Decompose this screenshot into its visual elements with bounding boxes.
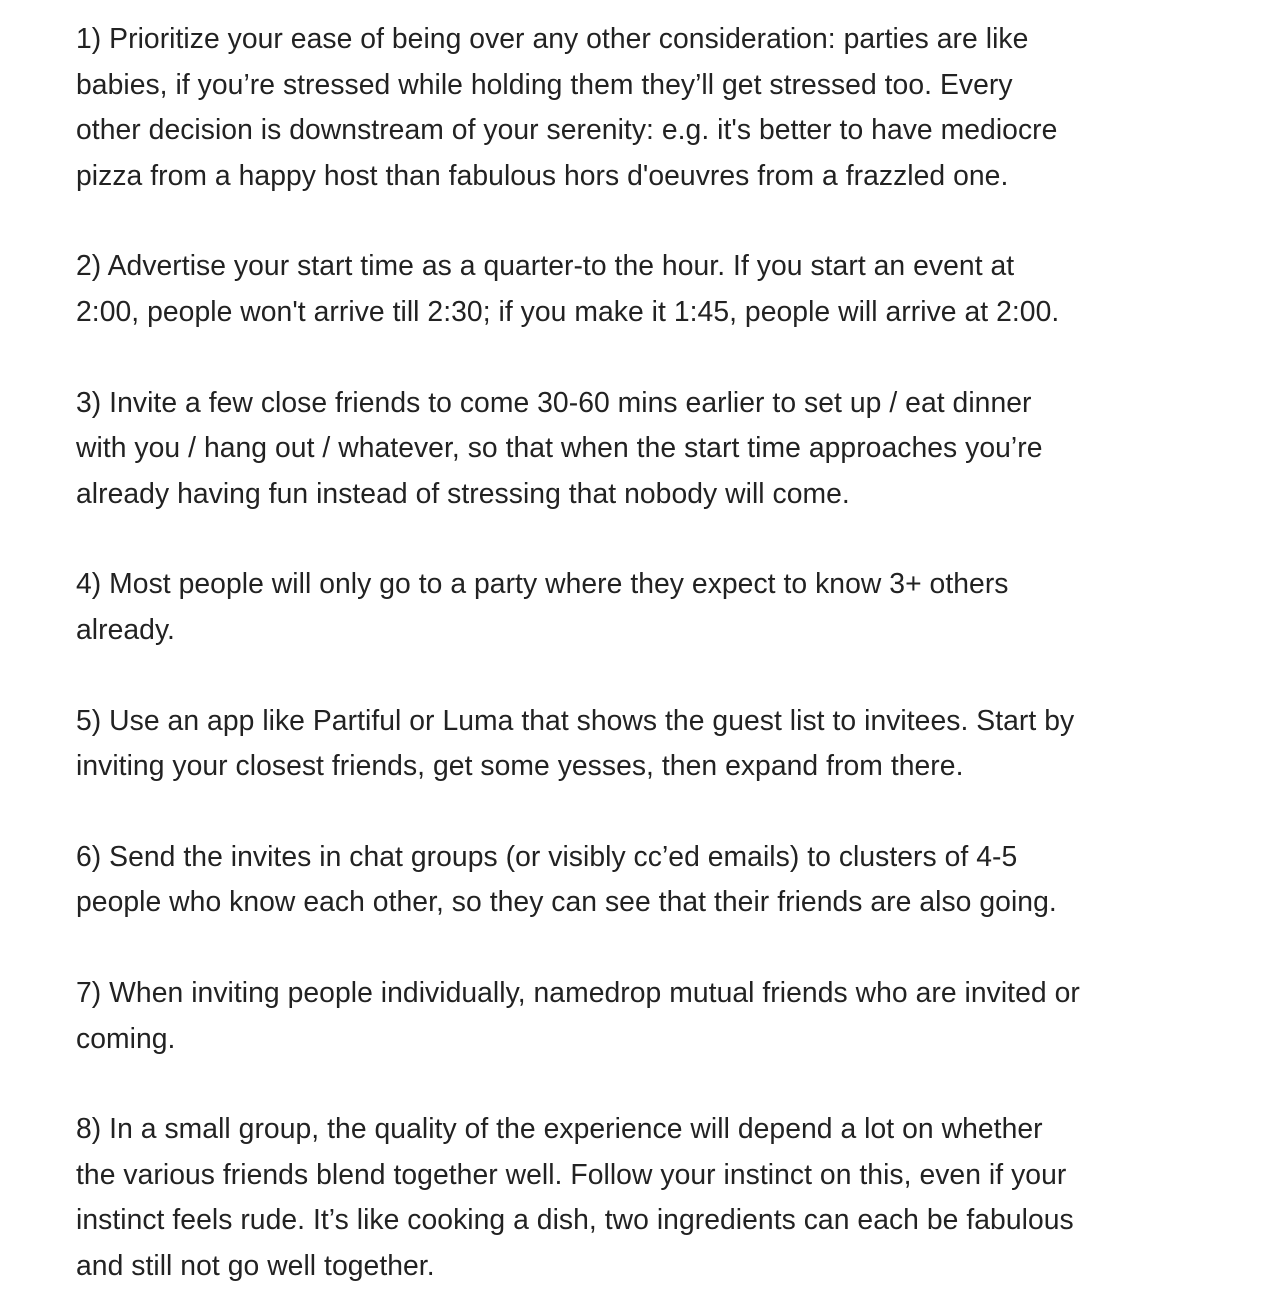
tip-3 (76, 380, 1176, 517)
tip-line: already. (76, 612, 175, 645)
tip-line: 8) In a small group, the quality of the experience will depend a lot on whether (76, 1112, 1043, 1145)
tip-line: people who know each other, so they can see that their friends are also going. (76, 885, 1057, 918)
tip-line: 7) When inviting people individually, namedrop mutual friends who are invited or (76, 975, 1080, 1008)
tip-line: coming. (76, 1021, 176, 1054)
tip-line: and still not go well together. (76, 1248, 435, 1281)
tip-line: 2:00, people won't arrive till 2:30; if you make it 1:45, people will arrive at 2:00. (76, 294, 1060, 327)
tip-5 (76, 698, 1176, 789)
tip-line: 2) Advertise your start time as a quarter-to the hour. If you start an event at (76, 249, 1015, 282)
tip-line: other decision is downstream of your serenity: e.g. it's better to have mediocre (76, 113, 1058, 146)
article-body (76, 16, 1176, 1288)
tip-4 (76, 561, 1176, 652)
tip-line: 1) Prioritize your ease of being over any other consideration: parties are like (76, 22, 1029, 54)
tip-line: instinct feels rude. It’s like cooking a dish, two ingredients can each be fabulous (76, 1203, 1074, 1236)
tip-line: pizza from a happy host than fabulous hors d'oeuvres from a frazzled one. (76, 158, 1009, 191)
tip-line: 5) Use an app like Partiful or Luma that shows the guest list to invitees. Start by (76, 703, 1075, 736)
tip-7 (76, 970, 1176, 1061)
tip-line: 4) Most people will only go to a party where they expect to know 3+ others (76, 567, 1009, 600)
tip-line: inviting your closest friends, get some yesses, then expand from there. (76, 749, 964, 782)
tip-line: with you / hang out / whatever, so that when the start time approaches you’re (76, 431, 1043, 464)
tip-6 (76, 834, 1176, 925)
tip-line: 6) Send the invites in chat groups (or visibly cc’ed emails) to clusters of 4-5 (76, 839, 1018, 872)
tip-line: 3) Invite a few close friends to come 30-60 mins earlier to set up / eat dinner (76, 385, 1032, 418)
tip-8 (76, 1106, 1176, 1288)
tip-2 (76, 243, 1176, 334)
tip-1 (76, 16, 1176, 198)
tip-line: babies, if you’re stressed while holding them they’ll get stressed too. Every (76, 67, 1013, 100)
tip-line: already having fun instead of stressing that nobody will come. (76, 476, 850, 509)
tip-line: the various friends blend together well. Follow your instinct on this, even if your (76, 1157, 1067, 1190)
